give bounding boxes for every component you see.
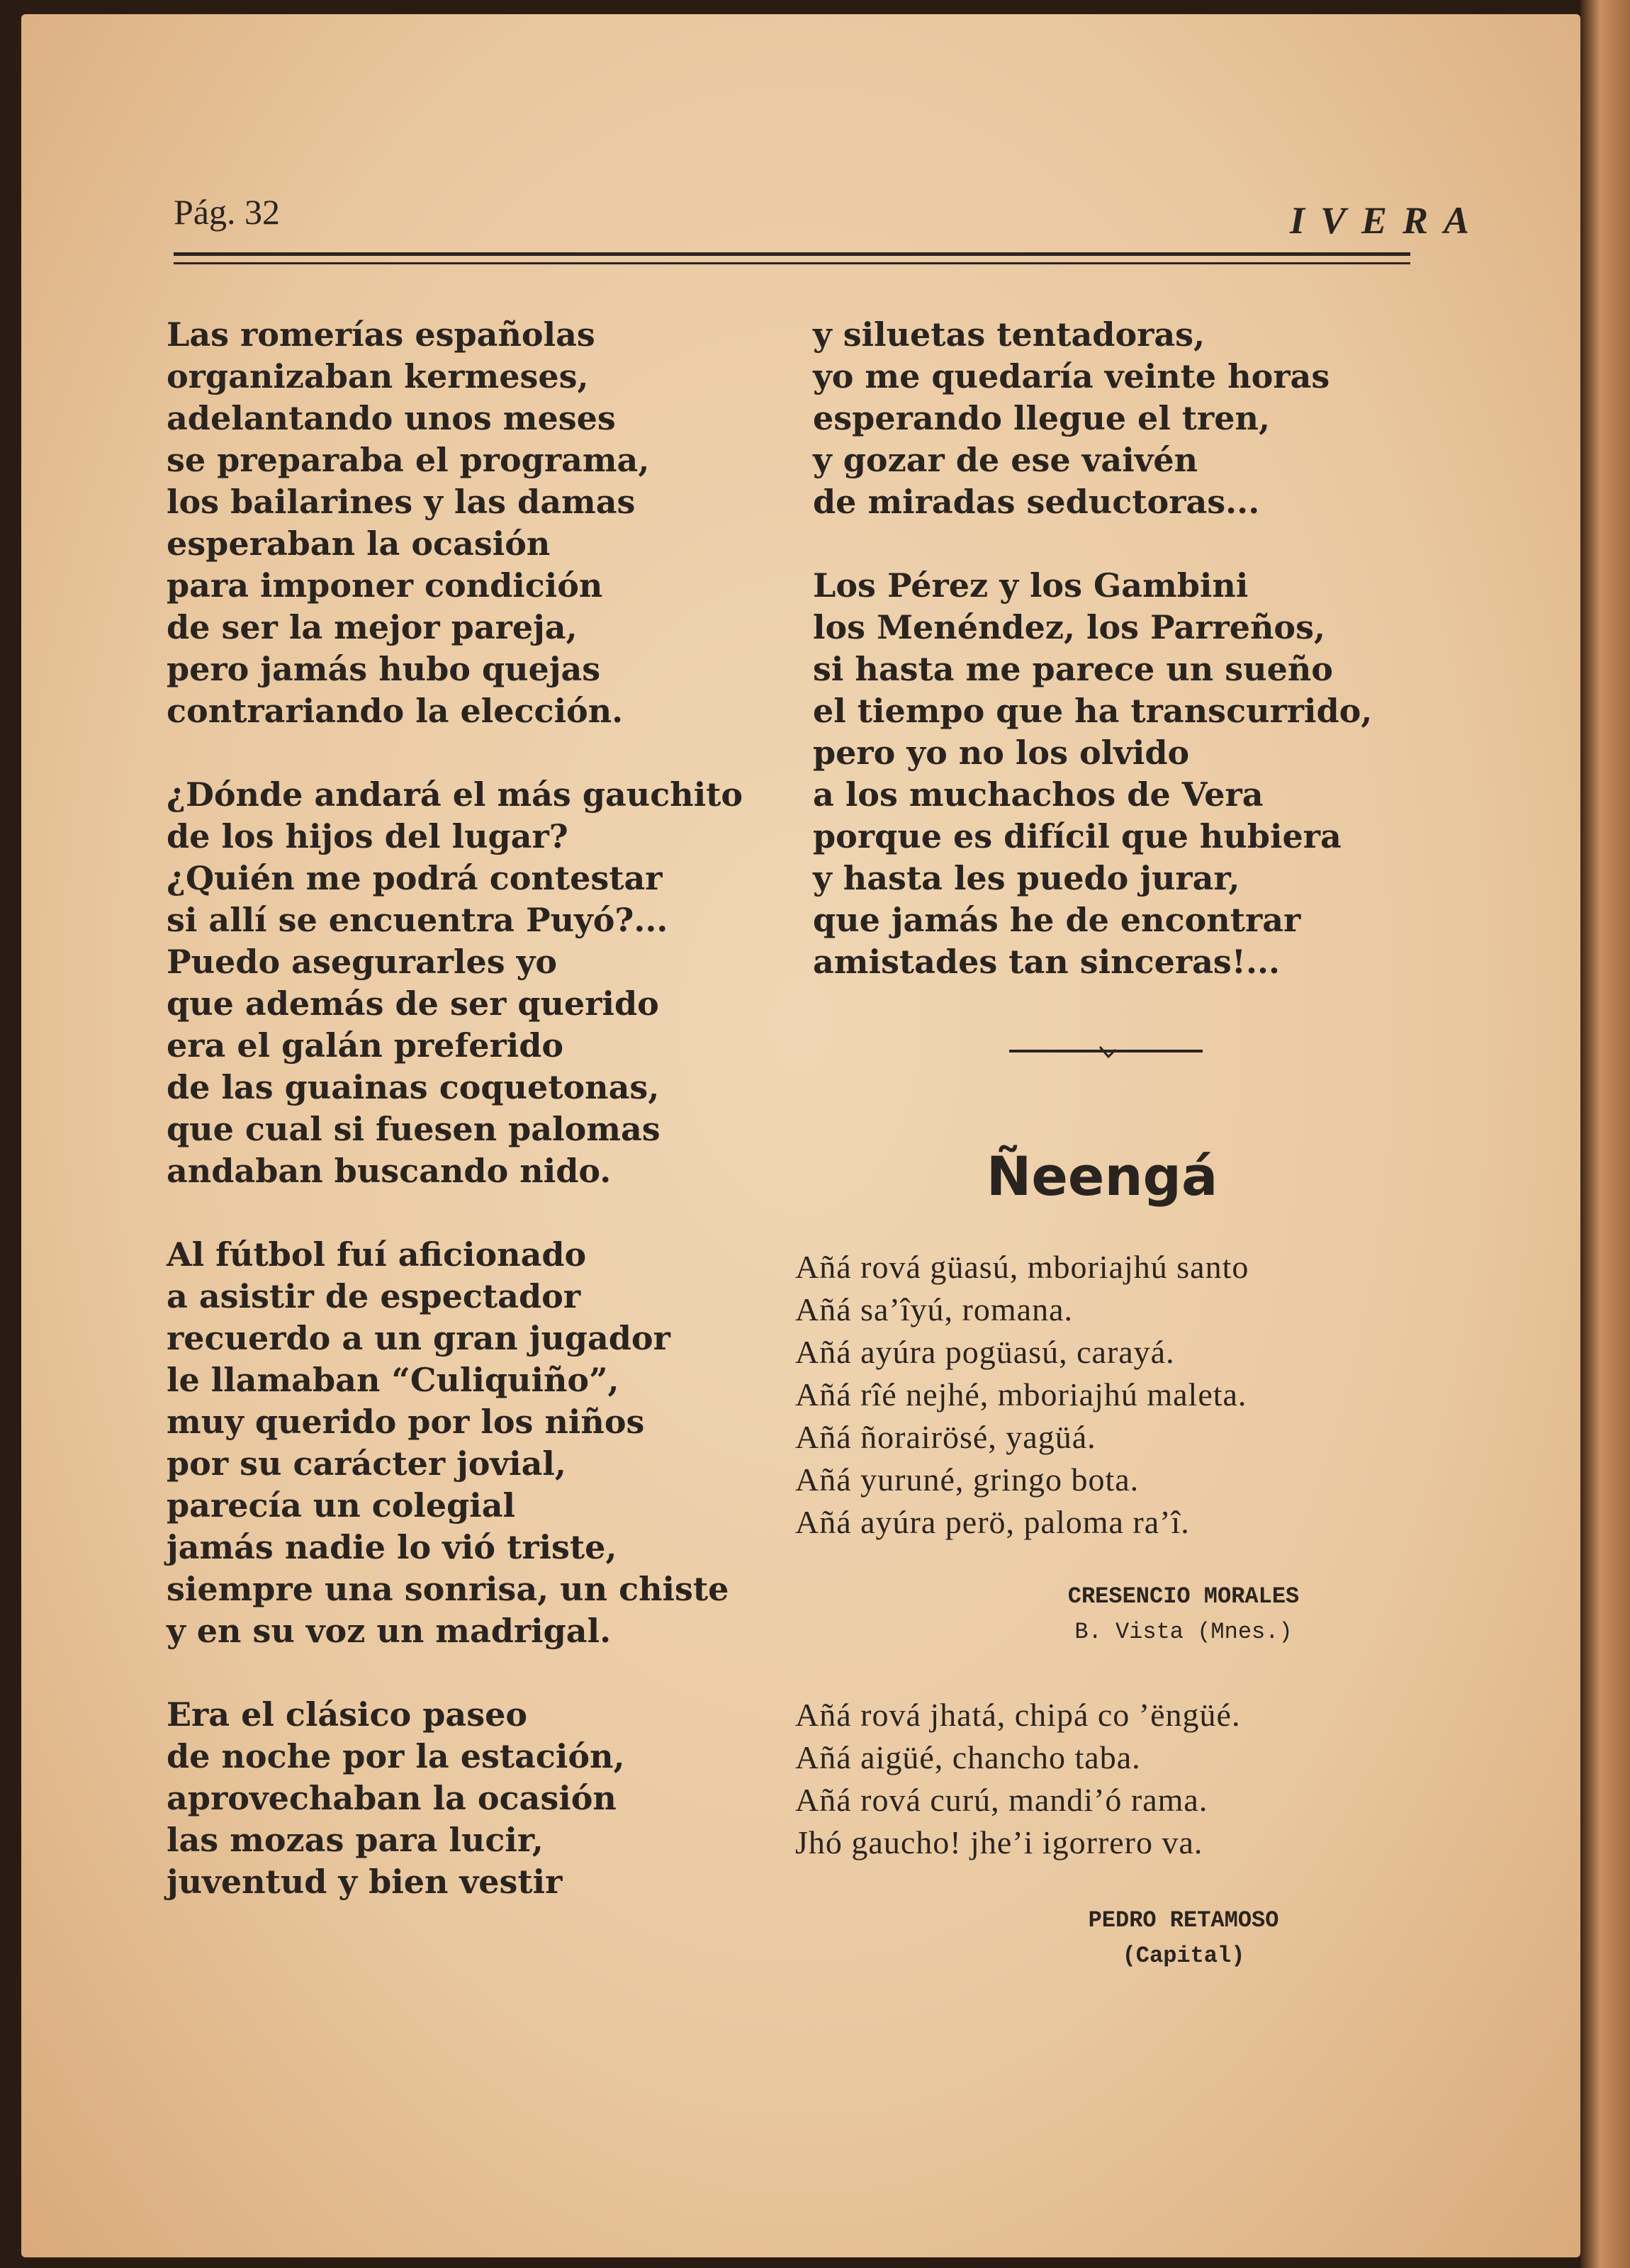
verse-line: y hasta les puedo jurar, <box>813 859 1240 897</box>
verse-line: Añá sa’îyú, romana. <box>795 1291 1073 1327</box>
verse-line: aprovechaban la ocasión <box>167 1779 617 1817</box>
verse-line: Puedo asegurarles yo <box>167 943 558 981</box>
stanza <box>813 565 1372 983</box>
verse-line: que además de ser querido <box>167 984 659 1023</box>
verse-line: Añá rová güasú, mboriajhú santo <box>795 1249 1249 1285</box>
verse-line: por su carácter jovial, <box>167 1444 566 1483</box>
verse-line: Añá yuruné, gringo bota. <box>795 1461 1140 1498</box>
verse-line: Añá ayúra pogüasú, carayá. <box>795 1334 1175 1370</box>
right-column <box>813 314 1372 1025</box>
verse-line: esperaban la ocasión <box>167 524 551 563</box>
verse-line: pero jamás hubo quejas <box>167 650 601 688</box>
verse-line: si hasta me parece un sueño <box>813 650 1333 688</box>
verse-line: organizaban kermeses, <box>167 357 589 395</box>
verse-line: yo me quedaría veinte horas <box>813 357 1330 395</box>
verse-line: esperando llegue el tren, <box>813 399 1271 437</box>
verse-line: los bailarines y las damas <box>167 483 636 521</box>
verse-line: Añá rová curú, mandi’ó rama. <box>795 1782 1208 1818</box>
verse-line: Añá rîé nejhé, mboriajhú maleta. <box>795 1376 1247 1413</box>
verse-line: amistades tan sinceras!... <box>813 943 1281 981</box>
verse-line: juventud y bien vestir <box>167 1863 563 1901</box>
verse-line: porque es difícil que hubiera <box>813 817 1342 855</box>
stanza <box>167 774 743 1192</box>
verse-line: ¿Dónde andará el más gauchito <box>167 775 743 814</box>
header-rule-top <box>174 252 1410 256</box>
verse-line: de noche por la estación, <box>167 1737 625 1775</box>
stanza <box>813 314 1372 523</box>
header-rule-bottom <box>174 262 1410 264</box>
verse-line: y en su voz un madrigal. <box>167 1612 612 1650</box>
poem-title: Ñeengá <box>986 1145 1218 1208</box>
verse-line: el tiempo que ha transcurrido, <box>813 692 1373 730</box>
verse-line: las mozas para lucir, <box>167 1821 544 1859</box>
verse-line: y gozar de ese vaivén <box>813 441 1198 479</box>
verse-line: de ser la mejor pareja, <box>167 608 578 646</box>
stanza <box>167 314 743 732</box>
verse-line: si allí se encuentra Puyó?... <box>167 901 668 939</box>
journal-title: IVERA <box>1290 199 1485 242</box>
verse-line: jamás nadie lo vió triste, <box>167 1528 617 1566</box>
divider-ornament <box>1009 1045 1203 1060</box>
verse-line: y siluetas tentadoras, <box>813 315 1205 354</box>
verse-line: a los muchachos de Vera <box>813 775 1264 814</box>
verse-line: Añá ayúra perö, paloma ra’î. <box>795 1504 1190 1540</box>
verse-line: que cual si fuesen palomas <box>167 1110 661 1148</box>
stanza <box>167 1694 743 1903</box>
verse-line: ¿Quién me podrá contestar <box>167 859 663 897</box>
verse-line: recuerdo a un gran jugador <box>167 1319 670 1357</box>
verse-line: siempre una sonrisa, un chiste <box>167 1570 729 1608</box>
author-place: (Capital) <box>1122 1943 1245 1969</box>
verse-line: Jhó gaucho! jhe’i igorrero va. <box>795 1824 1203 1860</box>
poem-part-1 <box>795 1246 1249 1544</box>
verse-line: de los hijos del lugar? <box>167 817 568 855</box>
verse-line: contrariando la elección. <box>167 692 624 730</box>
verse-line: muy querido por los niños <box>167 1403 645 1441</box>
verse-line: para imponer condición <box>167 566 603 605</box>
verse-line: Era el clásico paseo <box>167 1695 528 1734</box>
verse-line: los Menéndez, los Parreños, <box>813 608 1325 646</box>
author-name: CRESENCIO MORALES <box>1067 1583 1300 1610</box>
verse-line: parecía un colegial <box>167 1486 516 1525</box>
verse-line: pero yo no los olvido <box>813 734 1190 772</box>
verse-line: que jamás he de encontrar <box>813 901 1301 939</box>
poem-part-2 <box>795 1694 1240 1864</box>
verse-line: de miradas seductoras... <box>813 483 1260 521</box>
author-signature-2 <box>935 1903 1432 1974</box>
verse-line: Los Pérez y los Gambini <box>813 566 1249 605</box>
book-spine <box>1580 0 1630 2268</box>
verse-line: adelantando unos meses <box>167 399 616 437</box>
left-column <box>167 314 743 1945</box>
verse-line: a asistir de espectador <box>167 1277 581 1315</box>
verse-line: le llamaban “Culiquiño”, <box>167 1361 619 1399</box>
verse-line: andaban buscando nido. <box>167 1152 612 1190</box>
stanza <box>167 1234 743 1652</box>
author-place: B. Vista (Mnes.) <box>1074 1619 1293 1645</box>
verse-line: de las guainas coquetonas, <box>167 1068 660 1106</box>
verse-line: Añá aigüé, chancho taba. <box>795 1739 1141 1775</box>
page-number: Pág. 32 <box>174 192 280 232</box>
author-signature-1 <box>935 1579 1432 1650</box>
verse-line: Al fútbol fuí aficionado <box>167 1235 587 1274</box>
author-name: PEDRO RETAMOSO <box>1088 1907 1279 1933</box>
verse-line: se preparaba el programa, <box>167 441 650 479</box>
verse-line: Las romerías españolas <box>167 315 595 354</box>
verse-line: era el galán preferido <box>167 1026 564 1065</box>
verse-line: Añá ñorairösé, yagüá. <box>795 1419 1096 1455</box>
verse-line: Añá rová jhatá, chipá co ’ëngüé. <box>795 1697 1241 1733</box>
